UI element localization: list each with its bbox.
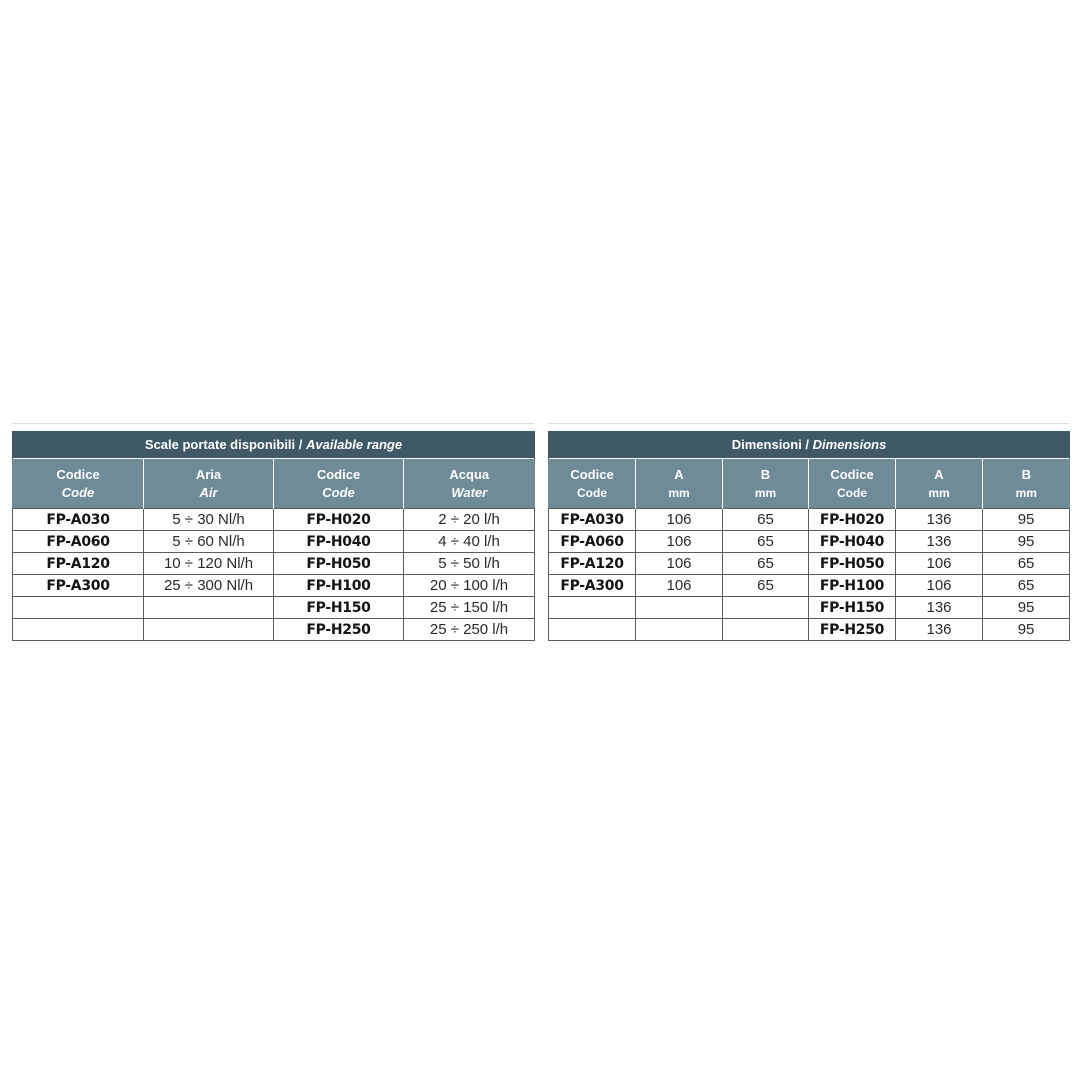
dimension-b-cell: 65	[723, 509, 809, 531]
header-label: Codice	[56, 466, 100, 482]
dimension-a-cell: 106	[636, 575, 723, 597]
dimension-b-cell: 65	[723, 575, 809, 597]
dimension-a-cell: 106	[896, 575, 983, 597]
code-cell: FP-H020	[809, 509, 896, 531]
water-code-cell: FP-H040	[274, 531, 404, 553]
dimension-b-cell: 65	[983, 553, 1070, 575]
divider	[548, 423, 1069, 424]
divider	[12, 423, 534, 424]
table-title	[13, 431, 535, 459]
code-cell: FP-A030	[549, 509, 636, 531]
air-code-cell: FP-A060	[13, 531, 144, 553]
dimension-a-cell: 106	[636, 509, 723, 531]
dimension-a-cell: 106	[896, 553, 983, 575]
air-code-cell	[13, 597, 144, 619]
dimension-a-cell: 136	[896, 619, 983, 641]
header-sublabel: Air	[199, 484, 218, 500]
dimension-a-cell: 136	[896, 531, 983, 553]
header-sublabel: mm	[1015, 485, 1037, 500]
header-sublabel: Code	[322, 484, 355, 500]
column-header-code	[549, 459, 636, 509]
table-row	[549, 531, 1070, 553]
water-code-cell: FP-H100	[274, 575, 404, 597]
code-cell: FP-H150	[809, 597, 896, 619]
table-row	[549, 575, 1070, 597]
water-range-cell: 25 ÷ 150 l/h	[404, 597, 535, 619]
table-row	[13, 531, 535, 553]
air-range-cell: 10 ÷ 120 Nl/h	[144, 553, 274, 575]
table-title	[549, 431, 1070, 459]
dimension-a-cell: 136	[896, 509, 983, 531]
air-range-cell: 5 ÷ 30 Nl/h	[144, 509, 274, 531]
water-code-cell: FP-H150	[274, 597, 404, 619]
table-row	[13, 575, 535, 597]
header-label: B	[1021, 466, 1031, 482]
table-row	[549, 597, 1070, 619]
water-code-cell: FP-H250	[274, 619, 404, 641]
dimension-a-cell	[636, 619, 723, 641]
header-sublabel: Code	[61, 484, 95, 500]
code-cell	[549, 597, 636, 619]
available-range-table	[12, 431, 535, 641]
air-code-cell: FP-A030	[13, 509, 144, 531]
table-row	[13, 553, 535, 575]
header-sublabel: Code	[577, 485, 607, 500]
water-range-cell: 2 ÷ 20 l/h	[404, 509, 535, 531]
column-header-a	[636, 459, 723, 509]
table-row	[549, 553, 1070, 575]
header-sublabel: Code	[837, 485, 867, 500]
table-row	[549, 619, 1070, 641]
dimension-a-cell: 106	[636, 531, 723, 553]
table-row	[549, 509, 1070, 531]
header-label: B	[760, 466, 771, 482]
air-range-cell	[144, 619, 274, 641]
code-cell	[549, 619, 636, 641]
code-cell: FP-A120	[549, 553, 636, 575]
header-sublabel: Water	[451, 484, 488, 500]
table-title-italic: Dimensions	[812, 437, 887, 452]
column-header-water	[404, 459, 535, 509]
table-row	[13, 509, 535, 531]
code-cell: FP-A300	[549, 575, 636, 597]
column-header-b	[983, 459, 1070, 509]
dimension-b-cell: 95	[983, 597, 1070, 619]
header-sublabel: mm	[668, 485, 690, 500]
air-code-cell: FP-A120	[13, 553, 144, 575]
column-header-a	[896, 459, 983, 509]
dimension-b-cell: 65	[983, 575, 1070, 597]
table-row	[13, 597, 535, 619]
code-cell: FP-H050	[809, 553, 896, 575]
dimension-b-cell: 95	[983, 509, 1070, 531]
air-code-cell	[13, 619, 144, 641]
header-label: Codice	[830, 466, 874, 482]
dimension-b-cell: 65	[723, 553, 809, 575]
air-code-cell: FP-A300	[13, 575, 144, 597]
dimension-b-cell	[723, 597, 809, 619]
dimensions-table	[548, 431, 1070, 641]
header-label: Aria	[195, 466, 222, 482]
air-range-cell: 25 ÷ 300 Nl/h	[144, 575, 274, 597]
air-range-cell: 5 ÷ 60 Nl/h	[144, 531, 274, 553]
water-range-cell: 25 ÷ 250 l/h	[404, 619, 535, 641]
header-label: Acqua	[449, 466, 490, 482]
table-title-main: Scale portate disponibili /	[144, 437, 306, 452]
table-title-italic: Available range	[306, 437, 403, 452]
dimension-b-cell: 65	[723, 531, 809, 553]
air-range-cell	[144, 597, 274, 619]
column-header-code	[809, 459, 896, 509]
table-row	[13, 619, 535, 641]
dimension-b-cell: 95	[983, 619, 1070, 641]
column-header-code	[274, 459, 404, 509]
water-range-cell: 4 ÷ 40 l/h	[404, 531, 535, 553]
water-range-cell: 5 ÷ 50 l/h	[404, 553, 535, 575]
header-sublabel: mm	[754, 485, 777, 500]
dimension-a-cell	[636, 597, 723, 619]
code-cell: FP-H100	[809, 575, 896, 597]
water-range-cell: 20 ÷ 100 l/h	[404, 575, 535, 597]
code-cell: FP-A060	[549, 531, 636, 553]
dimension-b-cell	[723, 619, 809, 641]
dimension-a-cell: 136	[896, 597, 983, 619]
column-header-code	[13, 459, 144, 509]
code-cell: FP-H250	[809, 619, 896, 641]
water-code-cell: FP-H020	[274, 509, 404, 531]
header-sublabel: mm	[928, 485, 950, 500]
table-title-main: Dimensioni /	[731, 437, 813, 452]
dimension-b-cell: 95	[983, 531, 1070, 553]
header-label: Codice	[316, 466, 361, 482]
code-cell: FP-H040	[809, 531, 896, 553]
header-label: A	[674, 466, 684, 482]
header-label: Codice	[570, 466, 614, 482]
dimension-a-cell: 106	[636, 553, 723, 575]
column-header-air	[144, 459, 274, 509]
column-header-b	[723, 459, 809, 509]
water-code-cell: FP-H050	[274, 553, 404, 575]
header-label: A	[934, 466, 944, 482]
